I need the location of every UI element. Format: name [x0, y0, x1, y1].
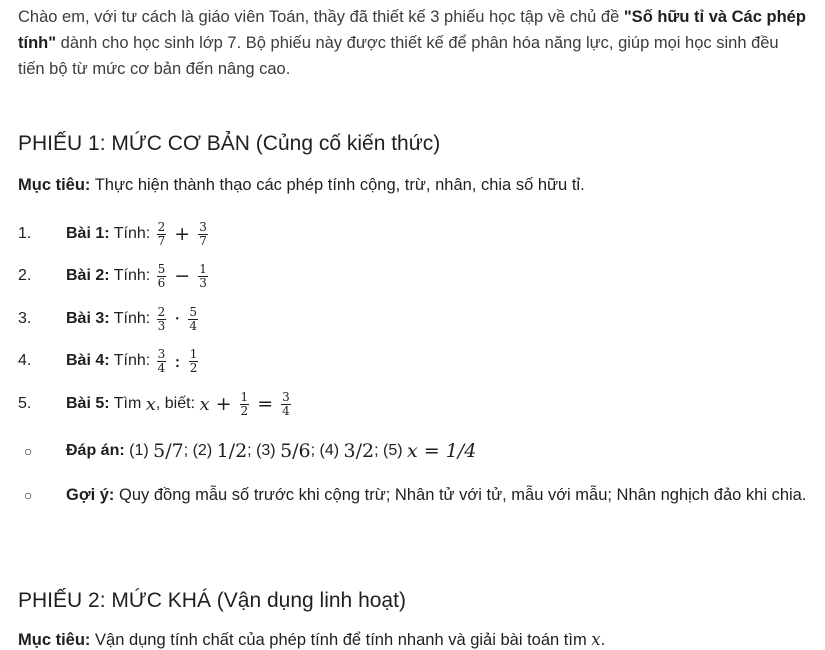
answer-value: 1/2 — [216, 440, 248, 462]
sheet2-goal-text: Vận dụng tính chất của phép tính để tính nhanh và giải bài toán tìm — [90, 631, 592, 649]
exercise-2 — [18, 256, 210, 296]
sheet1-goal — [18, 176, 585, 195]
answer-part: ; (4) — [310, 442, 344, 459]
exercise-text: Tính: — [109, 267, 155, 284]
sheet2-goal-label: Mục tiêu: — [18, 631, 91, 649]
intro-text-b: dành cho học sinh lớp 7. Bộ phiếu này được thiết kế để phân hóa năng lực, giúp mọi học sinh đều tiến bộ từ mức cơ bản đến nâng cao. — [18, 34, 779, 78]
fraction — [157, 306, 167, 333]
numerator: 1 — [240, 389, 249, 404]
answer-part: ; (2) — [183, 442, 217, 459]
exercise-number: 3. — [18, 310, 32, 327]
variable: x — [145, 393, 156, 415]
exercise-number: 1. — [18, 225, 32, 242]
intro-paragraph — [18, 4, 808, 82]
exercise-text: Tính: — [109, 352, 155, 369]
circle-bullet-icon: ○ — [24, 487, 33, 503]
answer-part: ; (3) — [247, 442, 281, 459]
sheet1-title: PHIẾU 1: MỨC CƠ BẢN (Củng cố kiến thức) — [18, 132, 441, 155]
sheet2-goal — [18, 630, 605, 650]
fraction — [157, 263, 167, 290]
answer-part: (1) — [124, 442, 154, 459]
exercise-3 — [18, 299, 200, 339]
answer-part: ; (5) — [374, 442, 407, 459]
sheet1-goal-label: Mục tiêu: — [18, 176, 91, 194]
fraction — [198, 263, 208, 290]
operator: − — [174, 265, 191, 287]
denominator: 7 — [199, 233, 207, 248]
denominator: 4 — [189, 318, 197, 333]
hint-body: Quy đồng mẫu số trước khi cộng trừ; Nhân tử với tử, mẫu với mẫu; Nhân nghịch đảo khi chia. — [114, 486, 807, 504]
exercise-text: Tìm — [109, 395, 146, 412]
answer-value: 3/2 — [343, 440, 375, 462]
exercise-label: Bài 5: — [66, 395, 110, 412]
exercise-label: Bài 1: — [66, 225, 110, 242]
answer-line — [18, 431, 476, 471]
numerator: 3 — [199, 219, 207, 234]
denominator: 3 — [157, 318, 166, 333]
exercise-4 — [18, 341, 200, 381]
exercise-label: Bài 2: — [66, 267, 110, 284]
operator: : — [174, 350, 181, 372]
numerator: 3 — [157, 346, 166, 361]
variable: x — [199, 393, 210, 415]
hint-label: Gợi ý: — [66, 486, 115, 504]
answer-value: 5/6 — [280, 440, 311, 462]
fraction — [188, 306, 198, 333]
exercise-number: 4. — [18, 352, 32, 369]
sheet1-goal-text: Thực hiện thành thạo các phép tính cộng, trừ, nhân, chia số hữu tỉ. — [90, 176, 585, 194]
numerator: 3 — [282, 389, 290, 404]
exercise-number: 5. — [18, 395, 32, 412]
operator: + — [174, 223, 191, 245]
fraction — [198, 221, 208, 248]
exercise-label: Bài 3: — [66, 310, 110, 327]
answer-value: x = 1/4 — [407, 440, 477, 462]
exercise-text: , biết: — [155, 395, 200, 412]
denominator: 4 — [282, 403, 290, 418]
intro-topic: "Số hữu tỉ và Các phép tính" — [18, 8, 806, 52]
variable: x — [591, 630, 601, 649]
numerator: 2 — [157, 219, 166, 234]
hint-text — [66, 481, 818, 509]
fraction — [281, 391, 291, 418]
denominator: 2 — [189, 360, 198, 375]
equals: = — [257, 393, 274, 415]
numerator: 5 — [189, 304, 197, 319]
exercise-1 — [18, 214, 210, 254]
fraction — [157, 221, 167, 248]
fraction — [157, 348, 167, 375]
denominator: 6 — [157, 275, 166, 290]
denominator: 4 — [157, 360, 166, 375]
hint-paragraph — [18, 481, 818, 509]
circle-bullet-icon: ○ — [24, 443, 33, 459]
denominator: 3 — [199, 275, 207, 290]
numerator: 1 — [199, 261, 207, 276]
sheet2-goal-end: . — [600, 631, 606, 649]
numerator: 5 — [157, 261, 166, 276]
operator: + — [215, 393, 232, 415]
answer-label: Đáp án: — [66, 442, 125, 459]
denominator: 7 — [157, 233, 166, 248]
fraction — [240, 391, 250, 418]
exercise-text: Tính: — [109, 310, 155, 327]
numerator: 2 — [157, 304, 166, 319]
numerator: 1 — [189, 346, 198, 361]
operator: · — [174, 308, 181, 330]
exercise-number: 2. — [18, 267, 32, 284]
exercise-text: Tính: — [109, 225, 155, 242]
fraction — [189, 348, 199, 375]
intro-text-a: Chào em, với tư cách là giáo viên Toán, thầy đã thiết kế 3 phiếu học tập về chủ đề — [18, 8, 624, 26]
denominator: 2 — [240, 403, 249, 418]
sheet2-title: PHIẾU 2: MỨC KHÁ (Vận dụng linh hoạt) — [18, 589, 406, 612]
answer-value: 5/7 — [153, 440, 184, 462]
exercise-label: Bài 4: — [66, 352, 110, 369]
exercise-5 — [18, 384, 293, 424]
